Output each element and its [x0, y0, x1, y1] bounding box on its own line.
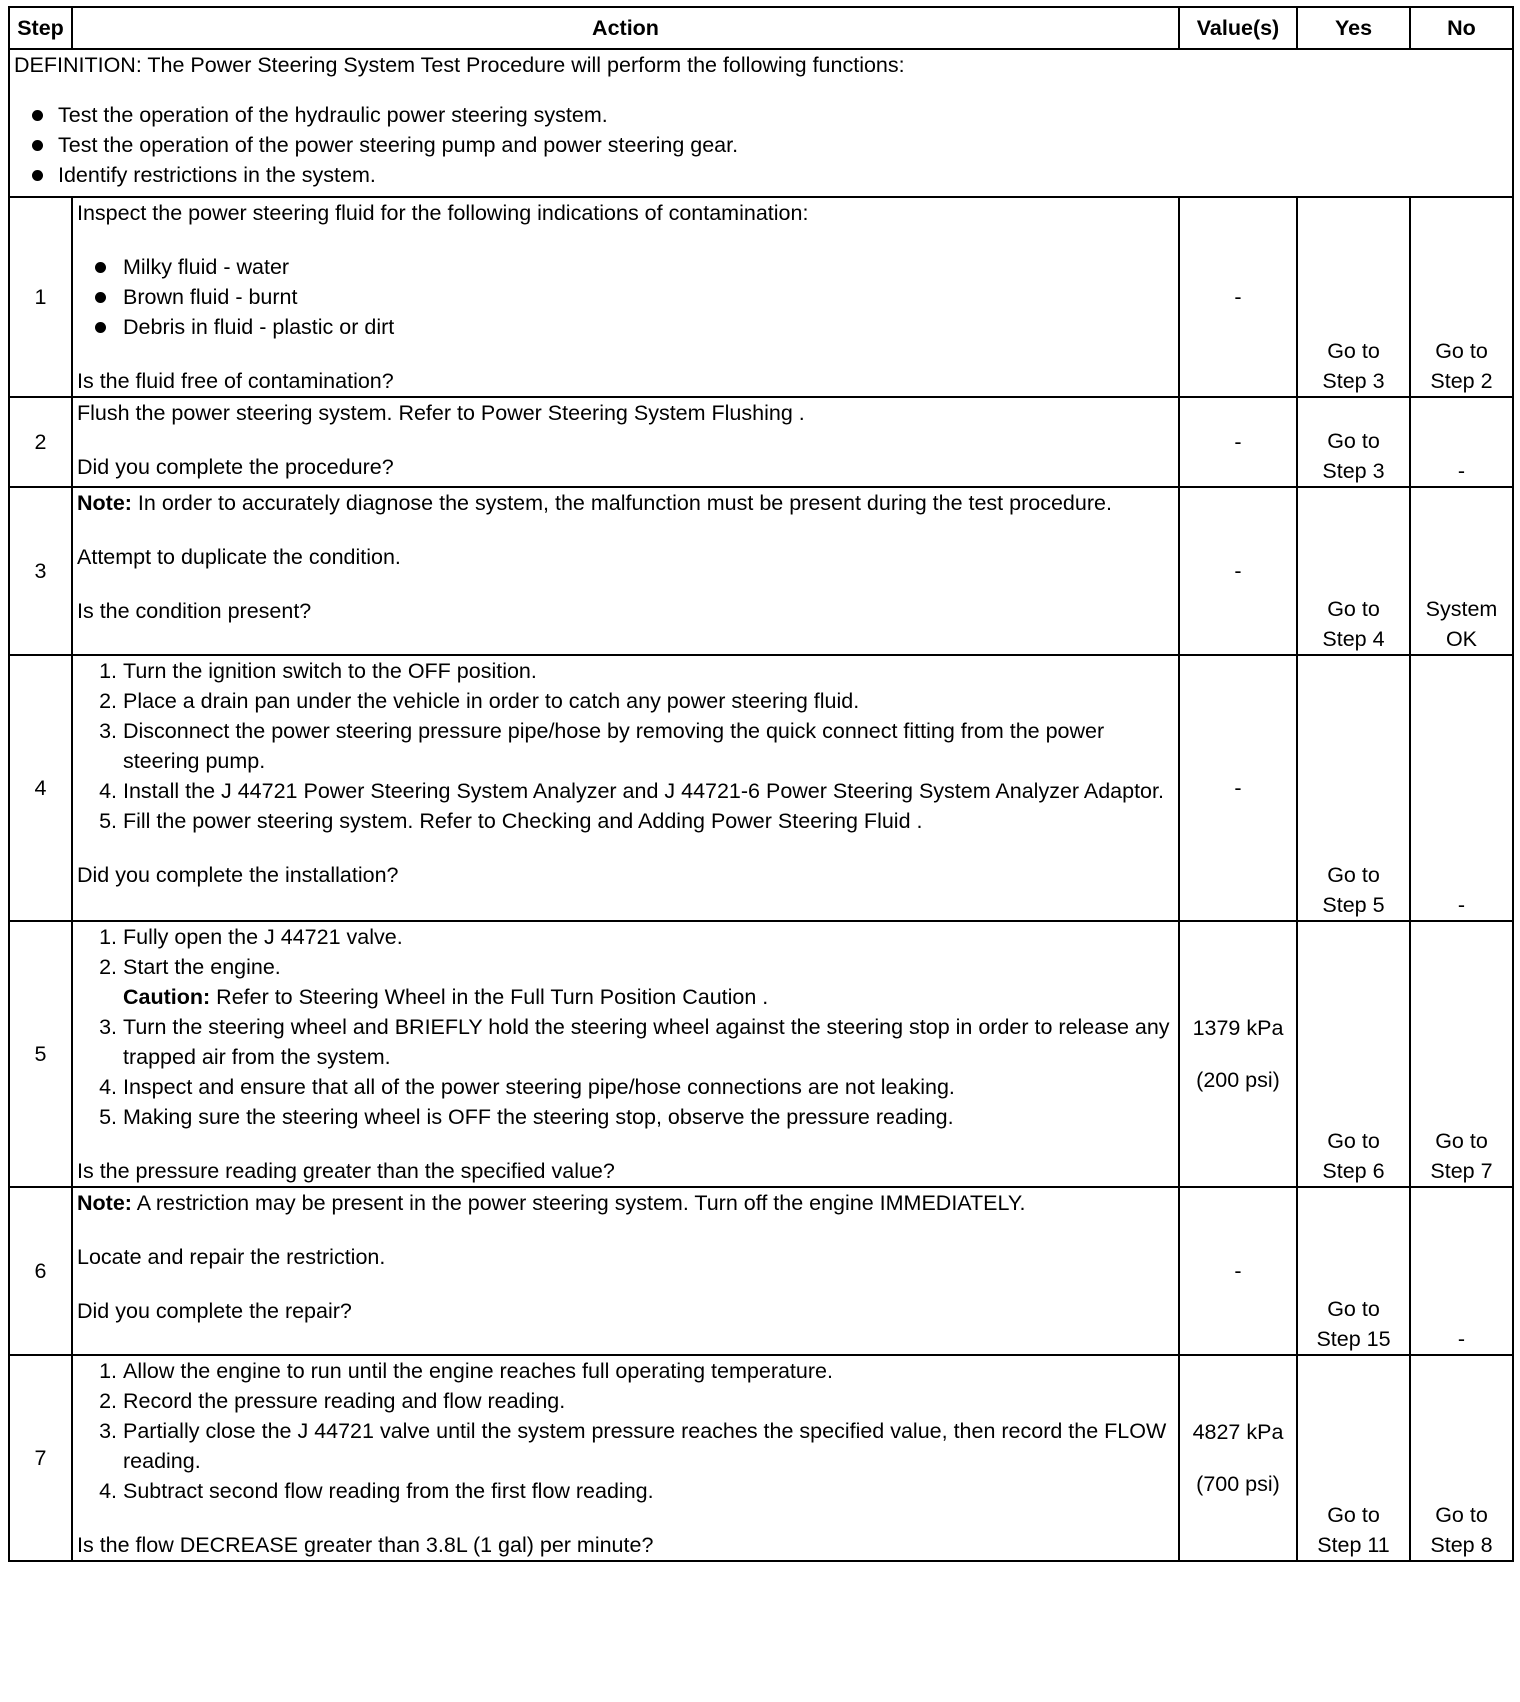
procedure-list: [77, 1356, 1174, 1506]
item-number: 2.: [99, 955, 117, 979]
list-item: [77, 1012, 1174, 1072]
item-number: 1.: [99, 659, 117, 683]
no-line: Step 7: [1430, 1159, 1493, 1183]
item-text: Fill the power steering system. Refer to Checking and Adding Power Steering Fluid .: [123, 809, 923, 833]
note-text: A restriction may be present in the power steering system. Turn off the engine IMMEDIATELY.: [131, 1191, 1026, 1215]
no-line: Go to: [1435, 1503, 1488, 1527]
yes-line: Step 11: [1317, 1533, 1390, 1557]
action-question: Is the flow DECREASE greater than 3.8L (1 gal) per minute?: [77, 1533, 654, 1557]
no-cell: [1410, 197, 1513, 397]
item-text: Record the pressure reading and flow reading.: [123, 1389, 566, 1413]
yes-cell: [1297, 1187, 1410, 1355]
note-label: Note:: [77, 491, 132, 515]
item-text: Allow the engine to run until the engine reaches full operating temperature.: [123, 1359, 833, 1383]
item-text: Partially close the J 44721 valve until the system pressure reaches the specified value, then record the FLOW reading.: [123, 1419, 1167, 1473]
action-question: Did you complete the installation?: [77, 863, 399, 887]
action-question: Is the condition present?: [77, 599, 312, 623]
table-row: [9, 487, 1513, 655]
item-text: Making sure the steering wheel is OFF the steering stop, observe the pressure reading.: [123, 1105, 954, 1129]
item-number: 4.: [99, 1479, 117, 1503]
item-number: 4.: [99, 779, 117, 803]
table-row: [9, 197, 1513, 397]
header-action: Action: [72, 7, 1179, 49]
action-question: Did you complete the repair?: [77, 1299, 352, 1323]
item-text: Fully open the J 44721 valve.: [123, 925, 403, 949]
list-item: [77, 952, 1174, 1012]
list-item: [77, 1476, 1174, 1506]
item-number: 2.: [99, 689, 117, 713]
item-text: Subtract second flow reading from the first flow reading.: [123, 1479, 654, 1503]
item-text: Place a drain pan under the vehicle in order to catch any power steering fluid.: [123, 689, 860, 713]
list-item: [77, 716, 1174, 776]
item-text: Install the J 44721 Power Steering System Analyzer and J 44721-6 Power Steering System Analyzer Adaptor.: [123, 779, 1164, 803]
list-item: Brown fluid - burnt: [77, 282, 1174, 312]
list-item: [77, 1386, 1174, 1416]
procedure-list: [77, 656, 1174, 836]
item-number: 3.: [99, 1015, 117, 1039]
note-text: In order to accurately diagnose the system, the malfunction must be present during the test procedure.: [131, 491, 1112, 515]
item-text: Disconnect the power steering pressure pipe/hose by removing the quick connect fitting from the power steering pump.: [123, 719, 1105, 773]
value-kpa: 4827 kPa: [1192, 1420, 1284, 1444]
yes-line: Go to: [1327, 1503, 1380, 1527]
yes-line: Go to: [1327, 339, 1380, 363]
definition-item: Test the operation of the power steering pump and power steering gear.: [14, 130, 1508, 160]
action-cell: [72, 1187, 1179, 1355]
yes-line: Go to: [1327, 1297, 1380, 1321]
list-item: [77, 806, 1174, 836]
value-cell: -: [1179, 655, 1297, 921]
header-row: [9, 7, 1513, 49]
table-row: [9, 1187, 1513, 1355]
list-item: [77, 1102, 1174, 1132]
table-row: [9, 397, 1513, 487]
yes-line: Step 3: [1322, 369, 1385, 393]
list-item: [77, 1356, 1174, 1386]
no-cell: [1410, 921, 1513, 1187]
table-row: [9, 1355, 1513, 1561]
yes-line: Step 3: [1322, 459, 1385, 483]
header-yes: Yes: [1297, 7, 1410, 49]
no-cell: [1410, 487, 1513, 655]
value-cell: -: [1179, 197, 1297, 397]
list-item: [77, 656, 1174, 686]
definition-text: DEFINITION: The Power Steering System Test Procedure will perform the following functions:: [14, 53, 905, 77]
header-step: Step: [9, 7, 72, 49]
no-cell: -: [1410, 397, 1513, 487]
yes-cell: [1297, 1355, 1410, 1561]
action-intro: Flush the power steering system. Refer to Power Steering System Flushing .: [77, 401, 805, 425]
no-line: Go to: [1435, 1129, 1488, 1153]
action-cell: [72, 487, 1179, 655]
value-cell: -: [1179, 487, 1297, 655]
definition-cell: [9, 49, 1513, 197]
step-number: 1: [9, 197, 72, 397]
value-kpa: 1379 kPa: [1192, 1016, 1284, 1040]
list-item: [77, 686, 1174, 716]
no-cell: -: [1410, 1187, 1513, 1355]
step-number: 7: [9, 1355, 72, 1561]
no-line: Step 8: [1430, 1533, 1493, 1557]
list-item: Milky fluid - water: [77, 252, 1174, 282]
item-number: 2.: [99, 1389, 117, 1413]
no-line: OK: [1445, 627, 1478, 651]
list-item: [77, 1072, 1174, 1102]
no-line: System: [1425, 597, 1498, 621]
action-cell: [72, 397, 1179, 487]
yes-cell: [1297, 655, 1410, 921]
list-item: Debris in fluid - plastic or dirt: [77, 312, 1174, 342]
caution-label: Caution:: [123, 985, 211, 1009]
action-cell: [72, 1355, 1179, 1561]
value-cell: -: [1179, 1187, 1297, 1355]
item-number: 3.: [99, 719, 117, 743]
header-no: No: [1410, 7, 1513, 49]
item-number: 5.: [99, 809, 117, 833]
yes-line: Step 5: [1322, 893, 1385, 917]
definition-list: [14, 100, 1508, 190]
item-text: Turn the ignition switch to the OFF position.: [123, 659, 537, 683]
action-cell: [72, 197, 1179, 397]
item-text: Start the engine.: [123, 955, 281, 979]
diagnostic-table: [8, 6, 1514, 1562]
list-item: [77, 1416, 1174, 1476]
definition-item: Identify restrictions in the system.: [14, 160, 1508, 190]
yes-line: Go to: [1327, 597, 1380, 621]
contamination-list: [77, 252, 1174, 342]
definition-item: Test the operation of the hydraulic power steering system.: [14, 100, 1508, 130]
item-text: Turn the steering wheel and BRIEFLY hold the steering wheel against the steering stop in order to release any trapped air from the system.: [123, 1015, 1170, 1069]
yes-line: Step 15: [1316, 1327, 1391, 1351]
action-cell: [72, 655, 1179, 921]
step-number: 5: [9, 921, 72, 1187]
yes-cell: [1297, 197, 1410, 397]
value-cell: -: [1179, 397, 1297, 487]
action-intro: Attempt to duplicate the condition.: [77, 545, 401, 569]
note-paragraph: [77, 488, 1174, 518]
table-row: [9, 921, 1513, 1187]
definition-row: [9, 49, 1513, 197]
action-intro: Inspect the power steering fluid for the following indications of contamination:: [77, 201, 809, 225]
header-values: Value(s): [1179, 7, 1297, 49]
action-cell: [72, 921, 1179, 1187]
item-number: 1.: [99, 925, 117, 949]
no-line: Step 2: [1430, 369, 1493, 393]
value-psi: (200 psi): [1196, 1068, 1280, 1092]
note-paragraph: [77, 1188, 1174, 1218]
table-row: [9, 655, 1513, 921]
yes-cell: [1297, 487, 1410, 655]
no-cell: [1410, 1355, 1513, 1561]
procedure-list: [77, 922, 1174, 1132]
item-number: 4.: [99, 1075, 117, 1099]
yes-cell: [1297, 397, 1410, 487]
item-number: 5.: [99, 1105, 117, 1129]
list-item: [77, 776, 1174, 806]
yes-cell: [1297, 921, 1410, 1187]
yes-line: Go to: [1327, 429, 1380, 453]
yes-line: Step 6: [1322, 1159, 1385, 1183]
item-number: 3.: [99, 1419, 117, 1443]
no-line: Go to: [1435, 339, 1488, 363]
list-item: [77, 922, 1174, 952]
value-cell: [1179, 921, 1297, 1187]
note-label: Note:: [77, 1191, 132, 1215]
value-psi: (700 psi): [1196, 1472, 1280, 1496]
yes-line: Go to: [1327, 863, 1380, 887]
no-cell: -: [1410, 655, 1513, 921]
step-number: 2: [9, 397, 72, 487]
step-number: 6: [9, 1187, 72, 1355]
action-intro: Locate and repair the restriction.: [77, 1245, 386, 1269]
action-question: Is the pressure reading greater than the specified value?: [77, 1159, 615, 1183]
action-question: Did you complete the procedure?: [77, 455, 394, 479]
caution-text: Refer to Steering Wheel in the Full Turn Position Caution .: [210, 985, 769, 1009]
action-question: Is the fluid free of contamination?: [77, 369, 394, 393]
yes-line: Step 4: [1322, 627, 1385, 651]
value-cell: [1179, 1355, 1297, 1561]
item-text: Inspect and ensure that all of the power steering pipe/hose connections are not leaking.: [123, 1075, 955, 1099]
yes-line: Go to: [1327, 1129, 1380, 1153]
item-number: 1.: [99, 1359, 117, 1383]
step-number: 3: [9, 487, 72, 655]
step-number: 4: [9, 655, 72, 921]
